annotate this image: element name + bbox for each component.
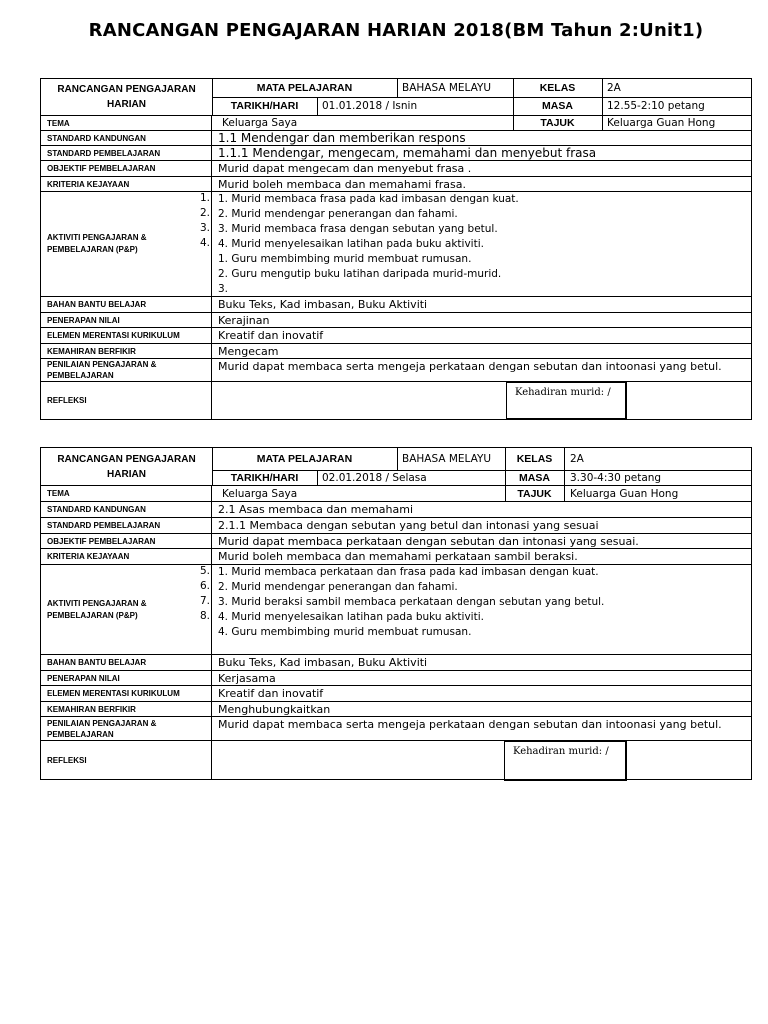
aktiviti-item: 4. Murid menyelesaikan latihan pada buku aktiviti. — [218, 238, 484, 250]
row-elemen — [41, 686, 751, 702]
row-kriteria — [41, 549, 751, 565]
tarikh-label: TARIKH/HARI — [230, 100, 299, 112]
kriteria-label: KRITERIA KEJAYAAN — [41, 177, 212, 191]
tema-label: TEMA — [41, 116, 212, 130]
tajuk-value: Keluarga Guan Hong — [570, 487, 679, 500]
aktiviti-item: 4. Murid menyelesaikan latihan pada buku aktiviti. — [218, 611, 484, 623]
row-penilaian — [41, 717, 751, 741]
penilaian-value: Murid dapat membaca serta mengeja perkataan dengan sebutan dan intoonasi yang betul. — [218, 360, 722, 373]
standard-pembelajaran-value: 1.1.1 Mendengar, mengecam, memahami dan menyebut frasa — [218, 146, 597, 160]
rph-label: RANCANGAN PENGAJARAN HARIAN — [41, 79, 213, 115]
objektif-label: OBJEKTIF PEMBELAJARAN — [41, 161, 212, 176]
bahan-value: Buku Teks, Kad imbasan, Buku Aktiviti — [218, 298, 428, 311]
penilaian-value: Murid dapat membaca serta mengeja perkataan dengan sebutan dan intoonasi yang betul. — [218, 718, 722, 731]
aktiviti-item: 1. Murid membaca perkataan dan frasa pada kad imbasan dengan kuat. — [218, 566, 599, 578]
aktiviti-item: 1. Murid membaca frasa pada kad imbasan dengan kuat. — [218, 193, 519, 205]
bahan-label: BAHAN BANTU BELAJAR — [41, 297, 212, 312]
kemahiran-label: KEMAHIRAN BERFIKIR — [41, 702, 212, 716]
row-kemahiran — [41, 702, 751, 717]
standard-pembelajaran-value: 2.1.1 Membaca dengan sebutan yang betul dan intonasi yang sesuai — [218, 519, 599, 532]
kelas-label: KELAS — [539, 82, 576, 94]
row-standard-pembelajaran — [41, 146, 751, 161]
refleksi-label: REFLEKSI — [41, 382, 212, 419]
nilai-label: PENERAPAN NILAI — [41, 671, 212, 685]
masa-label: MASA — [542, 100, 573, 112]
row-bahan — [41, 297, 751, 313]
plan-header — [41, 79, 751, 116]
row-bahan — [41, 655, 751, 671]
standard-kandungan-value: 1.1 Mendengar dan memberikan respons — [218, 131, 466, 145]
aktiviti-item: 2. Murid mendengar penerangan dan fahami. — [218, 208, 458, 220]
penilaian-label: PENILAIAN PENGAJARAN & PEMBELAJARAN — [41, 717, 212, 740]
kriteria-label: KRITERIA KEJAYAAN — [41, 549, 212, 564]
row-kriteria — [41, 177, 751, 192]
aktiviti-number: 7. — [199, 595, 210, 607]
row-objektif — [41, 161, 751, 177]
nilai-label: PENERAPAN NILAI — [41, 313, 212, 327]
row-objektif — [41, 534, 751, 549]
kriteria-value: Murid boleh membaca dan memahami perkataan sambil beraksi. — [218, 550, 578, 563]
aktiviti-list — [218, 565, 604, 640]
objektif-value: Murid dapat membaca perkataan dengan sebutan dan intonasi yang sesuai. — [218, 534, 639, 548]
elemen-label: ELEMEN MERENTASI KURIKULUM — [41, 328, 212, 343]
mata-pelajaran-value: BAHASA MELAYU — [402, 82, 492, 94]
row-nilai — [41, 671, 751, 686]
kriteria-value: Murid boleh membaca dan memahami frasa. — [218, 177, 466, 191]
row-standard-kandungan — [41, 131, 751, 146]
aktiviti-number: 1. — [199, 192, 210, 204]
tarikh-label: TARIKH/HARI — [230, 471, 299, 484]
row-aktiviti — [41, 192, 751, 297]
nilai-value: Kerajinan — [218, 313, 270, 327]
kemahiran-value: Mengecam — [218, 344, 279, 358]
kehadiran-box: Kehadiran murid: / — [504, 741, 627, 781]
mata-pelajaran-label: MATA PELAJARAN — [256, 453, 353, 465]
tajuk-label: TAJUK — [517, 487, 552, 500]
tajuk-label: TAJUK — [540, 117, 575, 129]
aktiviti-item: 3. — [218, 283, 229, 295]
aktiviti-item: 3. Murid membaca frasa dengan sebutan yang betul. — [218, 223, 498, 235]
objektif-label: OBJEKTIF PEMBELAJARAN — [41, 534, 212, 548]
penilaian-label: PENILAIAN PENGAJARAN & PEMBELAJARAN — [41, 359, 212, 381]
kemahiran-value: Menghubungkaitkan — [218, 702, 331, 716]
row-kemahiran — [41, 344, 751, 359]
row-penilaian — [41, 359, 751, 382]
row-refleksi — [41, 741, 751, 779]
plan-header — [41, 448, 751, 486]
aktiviti-label: AKTIVITI PENGAJARAN & PEMBELAJARAN (P&P) — [41, 192, 212, 296]
row-tema — [41, 116, 751, 131]
aktiviti-item: 1. Guru membimbing murid membuat rumusan. — [218, 253, 472, 265]
kelas-value: 2A — [607, 82, 621, 94]
tema-value: Keluarga Saya — [222, 487, 298, 500]
row-nilai — [41, 313, 751, 328]
elemen-label: ELEMEN MERENTASI KURIKULUM — [41, 686, 212, 701]
nilai-value: Kerjasama — [218, 671, 276, 685]
objektif-value: Murid dapat mengecam dan menyebut frasa . — [218, 162, 472, 175]
elemen-value: Kreatif dan inovatif — [218, 329, 324, 342]
row-standard-kandungan — [41, 502, 751, 518]
masa-value: 3.30-4:30 petang — [570, 471, 662, 484]
aktiviti-number: 2. — [199, 207, 210, 219]
tajuk-value: Keluarga Guan Hong — [607, 117, 716, 129]
rph-label: RANCANGAN PENGAJARAN HARIAN — [41, 448, 213, 485]
row-aktiviti — [41, 565, 751, 655]
kelas-label: KELAS — [516, 453, 553, 465]
bahan-label: BAHAN BANTU BELAJAR — [41, 655, 212, 670]
bahan-value: Buku Teks, Kad imbasan, Buku Aktiviti — [218, 656, 428, 669]
mata-pelajaran-value: BAHASA MELAYU — [402, 453, 492, 465]
aktiviti-number: 4. — [199, 237, 210, 249]
aktiviti-item: 2. Guru mengutip buku latihan daripada murid-murid. — [218, 268, 502, 280]
tema-value: Keluarga Saya — [222, 117, 298, 129]
row-standard-pembelajaran — [41, 518, 751, 534]
standard-pembelajaran-label: STANDARD PEMBELAJARAN — [41, 518, 212, 533]
standard-kandungan-label: STANDARD KANDUNGAN — [41, 502, 212, 517]
row-refleksi — [41, 382, 751, 419]
aktiviti-number: 6. — [199, 580, 210, 592]
standard-kandungan-value: 2.1 Asas membaca dan memahami — [218, 503, 414, 516]
aktiviti-item: 4. Guru membimbing murid membuat rumusan. — [218, 626, 472, 638]
page-title: RANCANGAN PENGAJARAN HARIAN 2018(BM Tahun 2:Unit1) — [88, 20, 704, 41]
elemen-value: Kreatif dan inovatif — [218, 687, 324, 700]
kehadiran-box: Kehadiran murid: / — [506, 382, 627, 420]
standard-kandungan-label: STANDARD KANDUNGAN — [41, 131, 212, 145]
tema-label: TEMA — [41, 486, 212, 501]
aktiviti-number: 8. — [199, 610, 210, 622]
kelas-value: 2A — [570, 453, 584, 465]
tarikh-value: 02.01.2018 / Selasa — [322, 471, 427, 484]
lesson-plan-table-2 — [40, 447, 752, 780]
standard-pembelajaran-label: STANDARD PEMBELAJARAN — [41, 146, 212, 160]
aktiviti-label: AKTIVITI PENGAJARAN & PEMBELAJARAN (P&P) — [41, 565, 212, 654]
aktiviti-list — [218, 192, 519, 297]
aktiviti-number: 5. — [199, 565, 210, 577]
row-tema — [41, 486, 751, 502]
lesson-plan-table-1 — [40, 78, 752, 420]
kemahiran-label: KEMAHIRAN BERFIKIR — [41, 344, 212, 358]
aktiviti-item: 3. Murid beraksi sambil membaca perkataan dengan sebutan yang betul. — [218, 596, 605, 608]
refleksi-label: REFLEKSI — [41, 741, 212, 779]
mata-pelajaran-label: MATA PELAJARAN — [256, 82, 353, 94]
masa-value: 12.55-2:10 petang — [607, 100, 705, 112]
aktiviti-item: 2. Murid mendengar penerangan dan fahami. — [218, 581, 458, 593]
aktiviti-number: 3. — [199, 222, 210, 234]
masa-label: MASA — [519, 471, 550, 484]
row-elemen — [41, 328, 751, 344]
tarikh-value: 01.01.2018 / Isnin — [322, 100, 418, 112]
